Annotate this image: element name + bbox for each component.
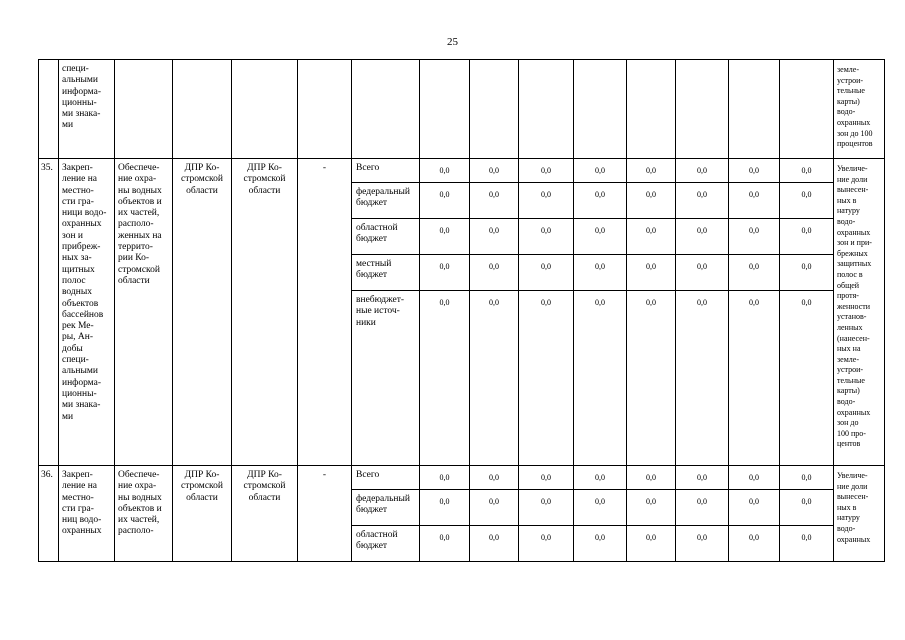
measure-cell: Закреп- ление на местно- сти гра- ници водо- охранных зон и прибреж- ных за- щитных полос водных объектов бассейнов рек Ме- ры, Ан- добы специ- альными информа- ционны- ми знака- ми <box>59 159 115 466</box>
measure-cell: Закреп- ление на местно- сти гра- ниц водо- охранных <box>59 466 115 562</box>
row-number: 35. <box>39 159 59 466</box>
value-cell: 0,0 <box>420 490 470 526</box>
value-cell: 0,0 <box>519 183 574 219</box>
value-cell: 0,0 <box>470 183 519 219</box>
value-cell: 0,0 <box>519 159 574 183</box>
value-cell: 0,0 <box>574 183 627 219</box>
value-cell: 0,0 <box>729 490 780 526</box>
value-cell: 0,0 <box>627 219 676 255</box>
value-cell: 0,0 <box>780 526 834 562</box>
recipient-cell: ДПР Ко- стромской области <box>232 466 298 562</box>
source-name: федеральный бюджет <box>352 490 420 526</box>
value-cell: 0,0 <box>627 490 676 526</box>
value-cell: 0,0 <box>780 466 834 490</box>
value-cell: 0,0 <box>574 526 627 562</box>
value-cell: 0,0 <box>574 291 627 466</box>
goal-cell: Обеспече- ние охра- ны водных объектов и их частей, располо- <box>115 466 173 562</box>
value-cell: 0,0 <box>470 526 519 562</box>
value-cell: 0,0 <box>420 466 470 490</box>
value-cell: 0,0 <box>420 183 470 219</box>
value-cell: 0,0 <box>574 255 627 291</box>
value-cell: 0,0 <box>627 526 676 562</box>
source-name: областной бюджет <box>352 526 420 562</box>
value-cell: 0,0 <box>519 219 574 255</box>
executor-cell: ДПР Ко- стромской области <box>173 466 232 562</box>
dash-cell: - <box>298 466 352 562</box>
source-name: местный бюджет <box>352 255 420 291</box>
value-cell: 0,0 <box>420 159 470 183</box>
executor-cell: ДПР Ко- стромской области <box>173 159 232 466</box>
value-cell: 0,0 <box>519 255 574 291</box>
value-cell: 0,0 <box>574 159 627 183</box>
value-cell: 0,0 <box>676 466 729 490</box>
value-cell: 0,0 <box>729 526 780 562</box>
value-cell: 0,0 <box>780 490 834 526</box>
value-cell: 0,0 <box>420 255 470 291</box>
value-cell: 0,0 <box>574 466 627 490</box>
value-cell: 0,0 <box>519 490 574 526</box>
value-cell: 0,0 <box>729 159 780 183</box>
value-cell: 0,0 <box>676 183 729 219</box>
cont-measure-cell: специ- альными информа- ционны- ми знака- ми <box>59 60 115 159</box>
value-cell: 0,0 <box>729 183 780 219</box>
value-cell: 0,0 <box>627 159 676 183</box>
value-cell: 0,0 <box>420 219 470 255</box>
value-cell: 0,0 <box>676 255 729 291</box>
source-name: Всего <box>352 466 420 490</box>
value-cell: 0,0 <box>627 291 676 466</box>
value-cell: 0,0 <box>780 183 834 219</box>
value-cell: 0,0 <box>470 159 519 183</box>
value-cell: 0,0 <box>729 291 780 466</box>
source-name: Всего <box>352 159 420 183</box>
source-name: внебюджет- ные источ- ники <box>352 291 420 466</box>
table-row <box>39 159 885 183</box>
value-cell: 0,0 <box>780 159 834 183</box>
cont-number-cell <box>39 60 59 159</box>
value-cell: 0,0 <box>470 255 519 291</box>
result-cell: Увеличе- ние доли вынесен- ных в натуру водо- охранных <box>834 466 885 562</box>
value-cell: 0,0 <box>676 159 729 183</box>
budget-table <box>38 59 885 562</box>
value-cell: 0,0 <box>729 466 780 490</box>
page-number: 25 <box>447 36 458 48</box>
value-cell: 0,0 <box>470 490 519 526</box>
value-cell: 0,0 <box>420 526 470 562</box>
value-cell: 0,0 <box>676 526 729 562</box>
result-cell: Увеличе- ние доли вынесен- ных в натуру водо- охранных зон и при- брежных защитных полос в общей протя- женности установ- ленных (нанесен- ных на земле- устрои- тельные карты) водо- охранных зон до 100 про- центов <box>834 159 885 466</box>
value-cell: 0,0 <box>519 466 574 490</box>
source-name: областной бюджет <box>352 219 420 255</box>
value-cell: 0,0 <box>470 466 519 490</box>
value-cell: 0,0 <box>519 526 574 562</box>
value-cell: 0,0 <box>729 219 780 255</box>
table-row <box>39 466 885 490</box>
source-name: федеральный бюджет <box>352 183 420 219</box>
value-cell: 0,0 <box>627 183 676 219</box>
dash-cell: - <box>298 159 352 466</box>
continuation-row <box>39 60 885 159</box>
value-cell: 0,0 <box>574 219 627 255</box>
value-cell: 0,0 <box>729 255 780 291</box>
value-cell: 0,0 <box>627 255 676 291</box>
value-cell: 0,0 <box>676 219 729 255</box>
value-cell: 0,0 <box>420 291 470 466</box>
value-cell: 0,0 <box>519 291 574 466</box>
value-cell: 0,0 <box>627 466 676 490</box>
goal-cell: Обеспече- ние охра- ны водных объектов и их частей, располо- женных на террито- рии Ко- стромской области <box>115 159 173 466</box>
value-cell: 0,0 <box>780 219 834 255</box>
value-cell: 0,0 <box>574 490 627 526</box>
value-cell: 0,0 <box>676 291 729 466</box>
value-cell: 0,0 <box>780 255 834 291</box>
value-cell: 0,0 <box>780 291 834 466</box>
value-cell: 0,0 <box>470 219 519 255</box>
recipient-cell: ДПР Ко- стромской области <box>232 159 298 466</box>
row-number: 36. <box>39 466 59 562</box>
cont-result-cell: земле- устрои- тельные карты) водо- охранных зон до 100 процентов <box>834 60 885 159</box>
value-cell: 0,0 <box>676 490 729 526</box>
value-cell: 0,0 <box>470 291 519 466</box>
